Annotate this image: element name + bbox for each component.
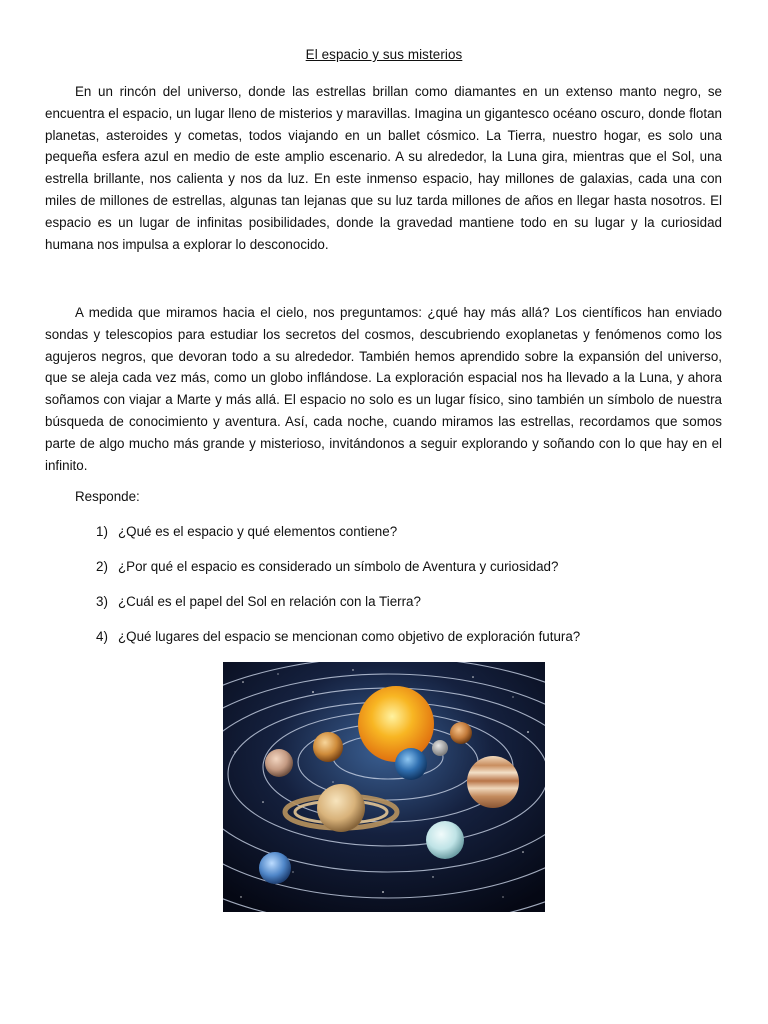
paragraph-2: A medida que miramos hacia el cielo, nos preguntamos: ¿qué hay más allá? Los científicos han enviado sondas y telescopios para estudiar los secretos del cosmos, descubriendo exoplanetas y fenómenos como los agujeros negros, que devoran todo a su alrededor. También hemos aprendido sobre la expansión del universo, que se aleja cada vez más, como un globo inflándose. La exploración espacial nos ha llevado a la Luna, y ahora soñamos con viajar a Marte y más allá. El espacio no solo es un lugar físico, sino también un símbolo de nuestra búsqueda de conocimiento y aventura. Así, cada noche, cuando miramos las estrellas, recordamos que somos parte de algo mucho más grande y misterioso, invitándonos a seguir explorando y soñando con lo que hay en el infinito. <box>45 305 722 473</box>
mars <box>450 722 472 744</box>
paragraph-1: En un rincón del universo, donde las estrellas brillan como diamantes en un extenso manto negro, se encuentra el espacio, un lugar lleno de misterios y maravillas. Imagina un gigantesco océano oscuro, donde flotan planetas, asteroides y cometas, todos viajando en un ballet cósmico. La Tierra, nuestro hogar, es solo una pequeña esfera azul en medio de este amplio escenario. A su alrededor, la Luna gira, mientras que el Sol, una estrella brillante, nos calienta y nos da luz. En este inmenso espacio, hay millones de galaxias, cada una con miles de millones de estrellas, algunas tan lejanas que su luz tarda millones de años en llegar hasta nosotros. El espacio es un lugar de infinitas posibilidades, donde la gravedad mantiene todo en su lugar y la curiosidad humana nos impulsa a explorar lo desconocido. <box>45 84 722 252</box>
question-number: 4) <box>96 629 108 644</box>
question-text: ¿Cuál es el papel del Sol en relación con la Tierra? <box>118 594 421 609</box>
question-number: 2) <box>96 559 108 574</box>
earth <box>395 748 427 780</box>
question-text: ¿Por qué el espacio es considerado un símbolo de Aventura y curiosidad? <box>118 559 559 574</box>
document-title: El espacio y sus misterios <box>305 47 463 62</box>
question-text: ¿Qué es el espacio y qué elementos contiene? <box>118 524 398 539</box>
moon <box>432 740 448 756</box>
mercury <box>265 749 293 777</box>
jupiter <box>467 756 519 808</box>
sun <box>358 686 434 762</box>
venus <box>313 732 343 762</box>
solar-system-svg <box>223 662 545 912</box>
solar-system-illustration <box>223 662 545 912</box>
uranus <box>426 821 464 859</box>
question-number: 3) <box>96 594 108 609</box>
neptune <box>259 852 291 884</box>
question-text: ¿Qué lugares del espacio se mencionan como objetivo de exploración futura? <box>118 629 581 644</box>
question-number: 1) <box>96 524 108 539</box>
responde-label: Responde: <box>75 489 140 504</box>
